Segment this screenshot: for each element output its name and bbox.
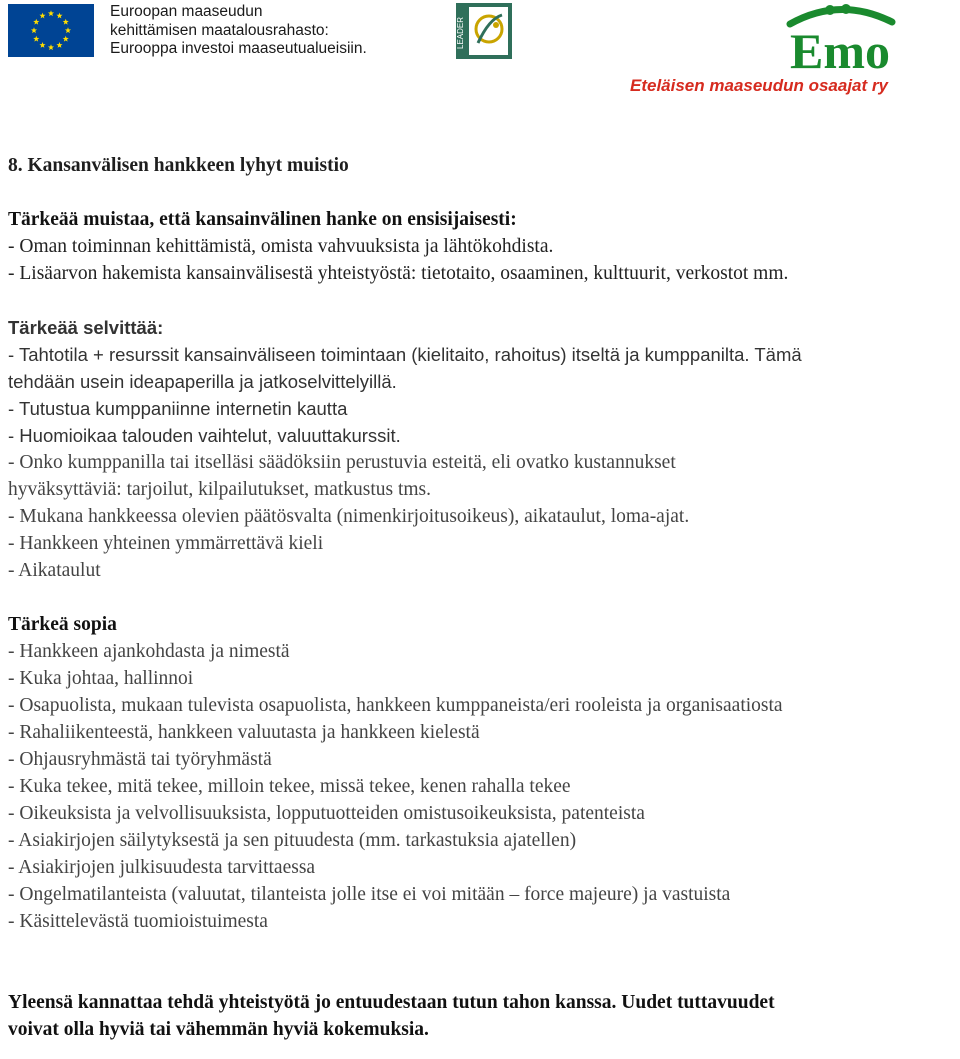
eu-flag-icon <box>8 4 94 57</box>
list-item: - Osapuolista, mukaan tulevista osapuolista, hankkeen kumppaneista/eri rooleista ja organisaatiosta <box>8 695 783 716</box>
list-item: - Tahtotila + resurssit kansainväliseen toimintaan (kielitaito, rahoitus) itseltä ja kumppanilta. Tämä <box>8 344 802 365</box>
list-item: - Kuka johtaa, hallinnoi <box>8 668 194 689</box>
list-item: - Kuka tekee, mitä tekee, milloin tekee, missä tekee, kenen rahalla tekee <box>8 776 571 797</box>
eu-text-line-1: Euroopan maaseudun <box>110 3 263 20</box>
list-item: - Oman toiminnan kehittämistä, omista vahvuuksista ja lähtökohdista. <box>8 236 554 257</box>
closing-note-line-1: Yleensä kannattaa tehdä yhteistyötä jo entuudestaan tutun tahon kanssa. Uudet tuttavuudet <box>8 992 775 1013</box>
list-item: - Asiakirjojen säilytyksestä ja sen pituudesta (mm. tarkastuksia ajatellen) <box>8 830 577 851</box>
list-item: - Tutustua kumppaniinne internetin kautta <box>8 398 348 419</box>
closing-note-line-2: voivat olla hyviä tai vähemmän hyviä kokemuksia. <box>8 1019 429 1040</box>
logo-header <box>0 0 960 105</box>
emo-logo-icon <box>770 2 910 76</box>
agree-heading: Tärkeä sopia <box>8 614 117 635</box>
list-item: tehdään usein ideapaperilla ja jatkoselvittelyillä. <box>8 371 397 392</box>
remember-heading: Tärkeää muistaa, että kansainvälinen hanke on ensisijaisesti: <box>8 209 517 230</box>
list-item: - Oikeuksista ja velvollisuuksista, lopputuotteiden omistusoikeuksista, patenteista <box>8 803 645 824</box>
clarify-heading: Tärkeää selvittää: <box>8 317 164 338</box>
eu-text-line-2: kehittämisen maatalousrahasto: <box>110 21 329 39</box>
eu-fund-text <box>110 3 367 59</box>
list-item: - Onko kumppanilla tai itselläsi säädöksiin perustuvia esteitä, eli ovatko kustannukset <box>8 452 676 473</box>
list-item: - Käsittelevästä tuomioistuimesta <box>8 911 268 932</box>
emo-tagline: Eteläisen maaseudun osaajat ry <box>630 76 888 95</box>
section-title: 8. Kansanvälisen hankkeen lyhyt muistio <box>8 155 349 176</box>
list-item: - Ohjausryhmästä tai työryhmästä <box>8 749 272 770</box>
list-item: - Lisäarvon hakemista kansainvälisestä yhteistyöstä: tietotaito, osaaminen, kulttuurit, verkostot mm. <box>8 263 789 284</box>
list-item: - Ongelmatilanteista (valuutat, tilanteista jolle itse ei voi mitään – force majeure) ja vastuista <box>8 884 731 905</box>
list-item: - Huomioikaa talouden vaihtelut, valuuttakurssit. <box>8 425 401 446</box>
leader-logo-icon <box>456 3 512 59</box>
list-item: - Rahaliikenteestä, hankkeen valuutasta ja hankkeen kielestä <box>8 722 480 743</box>
leader-label: LEADER <box>456 16 465 50</box>
eu-text-line-3: Eurooppa investoi maaseutualueisiin. <box>110 40 367 57</box>
list-item: - Asiakirjojen julkisuudesta tarvittaessa <box>8 857 316 878</box>
list-item: - Hankkeen yhteinen ymmärrettävä kieli <box>8 533 324 554</box>
list-item: hyväksyttäviä: tarjoilut, kilpailutukset, matkustus tms. <box>8 479 432 500</box>
list-item: - Hankkeen ajankohdasta ja nimestä <box>8 641 290 662</box>
memo-body <box>8 152 956 1043</box>
emo-wordmark: Emo <box>790 23 890 76</box>
list-item: - Aikataulut <box>8 560 101 581</box>
list-item: - Mukana hankkeessa olevien päätösvalta (nimenkirjoitusoikeus), aikataulut, loma-ajat. <box>8 506 690 527</box>
